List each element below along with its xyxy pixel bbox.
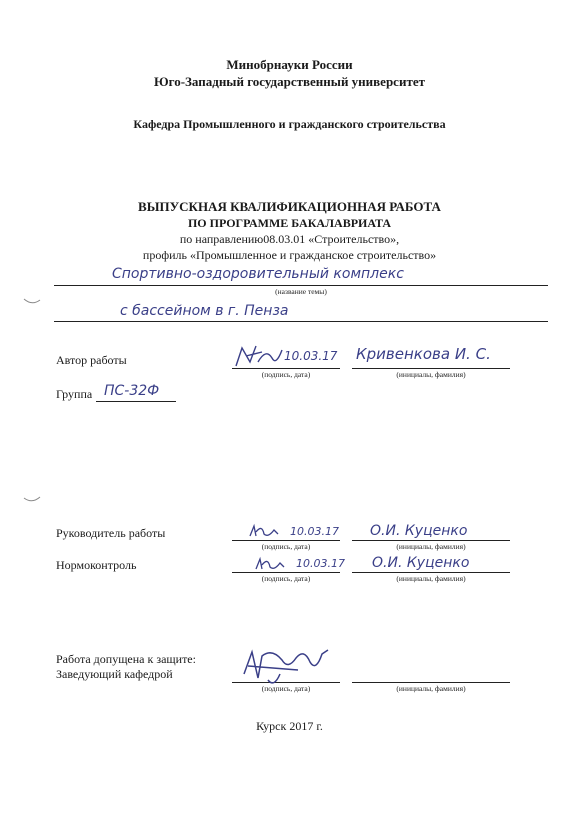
supervisor-name-line [352,540,510,541]
topic-handwritten-1: Спортивно-оздоровительный комплекс [112,266,404,282]
admission-sign-caption: (подпись, дата) [261,684,311,693]
normcontrol-name-caption: (инициалы, фамилия) [396,574,466,583]
direction-text: по направлению08.03.01 «Строительство», [179,232,400,246]
admission-label: Работа допущена к защите: [56,652,196,666]
head-of-department-label: Заведующий кафедрой [56,667,173,681]
normcontrol-sign-caption: (подпись, дата) [261,574,311,583]
normcontrol-label: Нормоконтроль [56,558,137,572]
work-type-title: ВЫПУСКНАЯ КВАЛИФИКАЦИОННАЯ РАБОТА [138,199,441,214]
normcontrol-name: О.И. Куценко [372,555,470,571]
author-name: Кривенкова И. С. [356,345,491,363]
ministry-name: Минобрнауки России [226,57,353,72]
supervisor-date: 10.03.17 [290,525,339,538]
admission-name-line [352,682,510,683]
margin-mark-icon [22,494,42,506]
department-name: Кафедра Промышленного и гражданского строительства [133,117,446,131]
head-signature-icon [238,644,334,694]
group-label: Группа [56,387,93,401]
author-name-caption: (инициалы, фамилия) [396,370,466,379]
topic-line-1 [54,285,548,286]
author-label: Автор работы [56,353,127,367]
group-line [96,401,176,402]
author-sign-caption: (подпись, дата) [261,370,311,379]
profile-text: профиль «Промышленное и гражданское строительство» [142,248,437,262]
group-value: ПС-32Ф [104,383,160,399]
author-date: 10.03.17 [284,349,338,363]
supervisor-signature-icon [248,522,282,542]
city-year: Курск 2017 г. [256,719,323,733]
normcontrol-name-line [352,572,510,573]
university-name: Юго-Западный государственный университет [154,74,425,89]
author-signature-icon [232,342,288,372]
supervisor-label: Руководитель работы [56,526,166,540]
admission-name-caption: (инициалы, фамилия) [396,684,466,693]
topic-handwritten-2: с бассейном в г. Пенза [120,303,289,319]
margin-mark-icon [22,296,42,308]
author-name-line [352,368,510,369]
topic-caption: (название темы) [275,287,327,296]
supervisor-sign-caption: (подпись, дата) [261,542,311,551]
topic-line-2 [54,321,548,322]
normcontrol-date: 10.03.17 [296,557,345,570]
normcontrol-signature-icon [254,555,288,575]
program-title: ПО ПРОГРАММЕ БАКАЛАВРИАТА [187,216,392,230]
supervisor-name: О.И. Куценко [370,523,468,539]
supervisor-name-caption: (инициалы, фамилия) [396,542,466,551]
